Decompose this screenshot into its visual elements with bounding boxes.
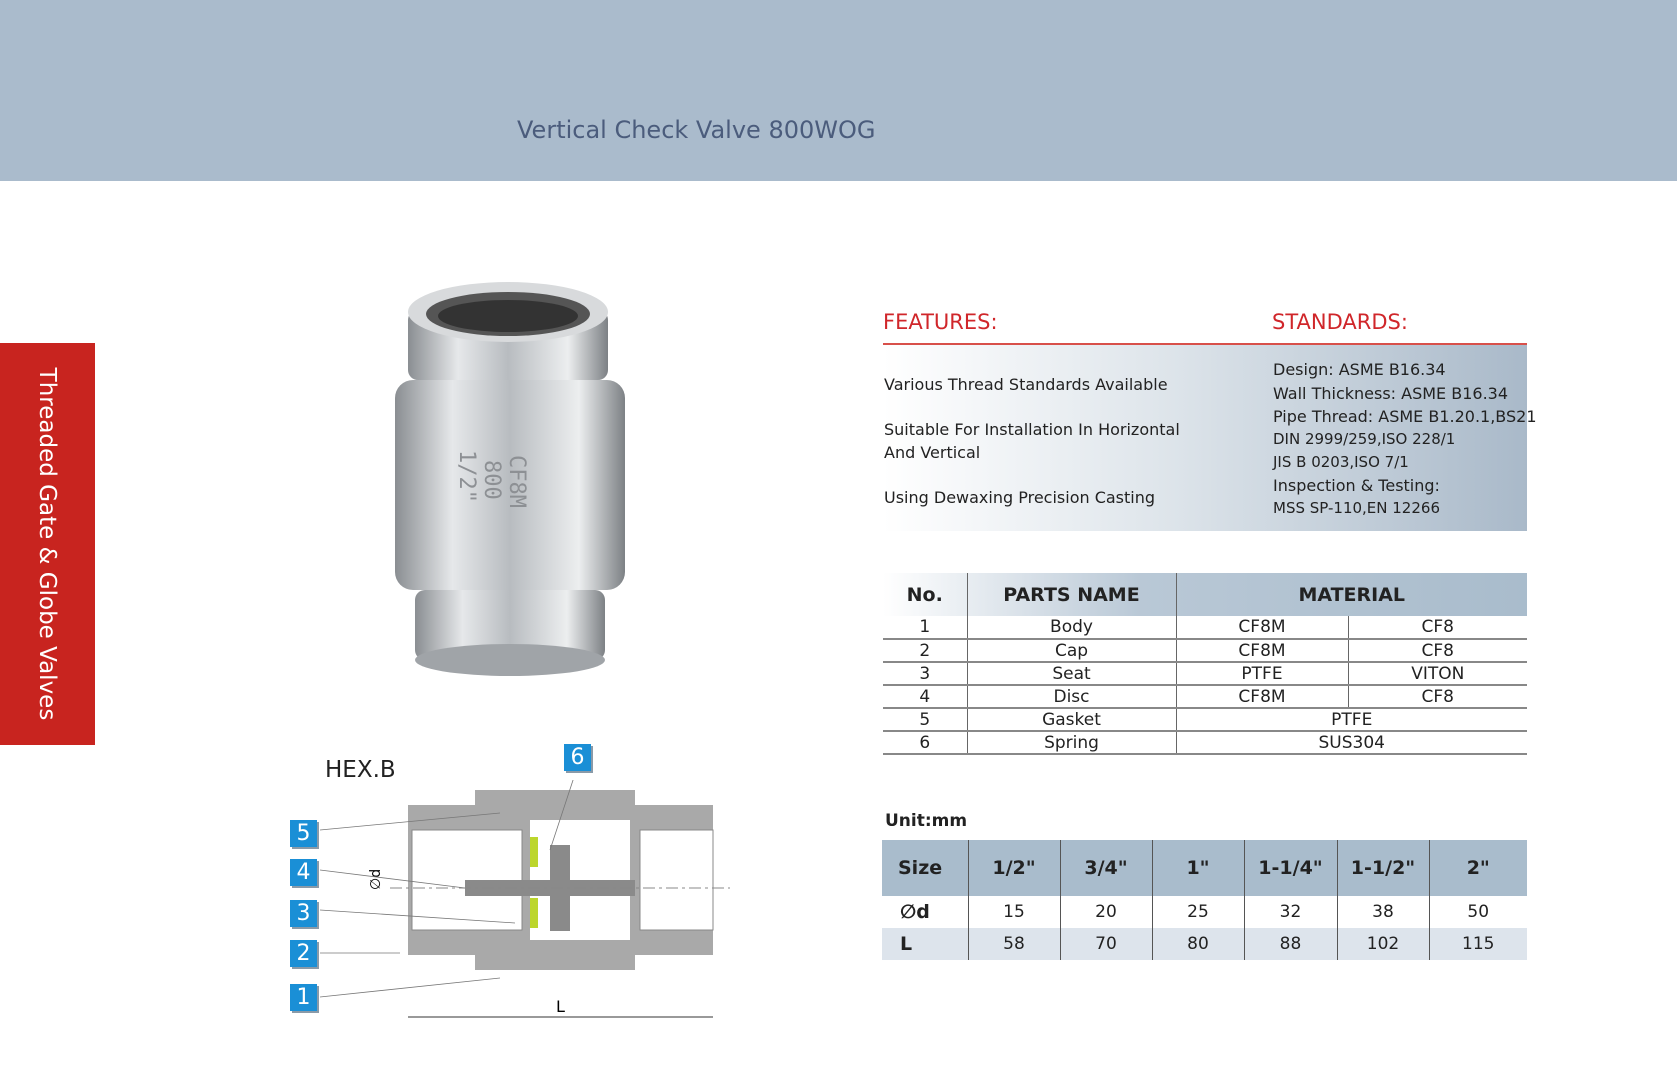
unit-label: Unit:mm (885, 811, 968, 831)
valve-product-image (390, 280, 640, 695)
category-label: Threaded Gate & Globe Valves (34, 367, 60, 721)
cell-name: Spring (967, 731, 1176, 754)
cell-material: CF8M (1176, 616, 1348, 639)
standard-line: JIS B 0203,ISO 7/1 (1273, 453, 1409, 471)
parts-table (883, 573, 1527, 755)
feature-item: Suitable For Installation In Horizontal (884, 420, 1180, 439)
feature-item: Various Thread Standards Available (884, 375, 1168, 394)
part-badge-6: 6 (564, 744, 591, 771)
cell-name: Seat (967, 662, 1176, 685)
dimensions-table (882, 840, 1527, 960)
table-row (883, 639, 1527, 662)
features-heading: FEATURES: (883, 310, 998, 334)
row-label: L (882, 928, 968, 960)
part-badge-5: 5 (290, 820, 317, 847)
cell-no: 3 (883, 662, 967, 685)
marking-material: CF8M (504, 455, 529, 508)
col-size-value: 1-1/4" (1244, 840, 1337, 896)
cell: 80 (1152, 928, 1244, 960)
marking-pressure: 800 (479, 460, 504, 500)
cell-name: Body (967, 616, 1176, 639)
row-diameter (882, 896, 1527, 928)
cell-material: CF8M (1176, 685, 1348, 708)
cell-material: PTFE (1176, 708, 1527, 731)
standard-line: DIN 2999/259,ISO 228/1 (1273, 430, 1456, 448)
cell-name: Gasket (967, 708, 1176, 731)
hex-label: HEX.B (325, 757, 396, 783)
cell: 25 (1152, 896, 1244, 928)
standards-heading: STANDARDS: (1272, 310, 1408, 334)
cell: 32 (1244, 896, 1337, 928)
cell: 102 (1337, 928, 1429, 960)
part-badge-4: 4 (290, 859, 317, 886)
cell-material: SUS304 (1176, 731, 1527, 754)
length-label: L (556, 997, 565, 1016)
cell-no: 2 (883, 639, 967, 662)
cell: 50 (1429, 896, 1527, 928)
cell-name: Disc (967, 685, 1176, 708)
col-parts-name: PARTS NAME (967, 573, 1176, 616)
cell-material: PTFE (1176, 662, 1348, 685)
cell: 115 (1429, 928, 1527, 960)
cell: 58 (968, 928, 1060, 960)
cell-no: 5 (883, 708, 967, 731)
col-size-value: 2" (1429, 840, 1527, 896)
standard-line: MSS SP-110,EN 12266 (1273, 499, 1440, 517)
cell: 20 (1060, 896, 1152, 928)
cell-material: CF8 (1348, 616, 1527, 639)
col-size-value: 1-1/2" (1337, 840, 1429, 896)
col-no: No. (906, 583, 943, 606)
col-size-value: 3/4" (1060, 840, 1152, 896)
feature-item: Using Dewaxing Precision Casting (884, 488, 1156, 507)
table-row (883, 731, 1527, 754)
marking-size: 1/2" (454, 450, 479, 503)
valve-section-diagram (300, 780, 740, 1020)
cell-name: Cap (967, 639, 1176, 662)
cell: 15 (968, 896, 1060, 928)
header-band (0, 0, 1677, 181)
part-badge-2: 2 (290, 940, 317, 967)
cell-material: CF8 (1348, 685, 1527, 708)
table-row (883, 685, 1527, 708)
standard-line: Design: ASME B16.34 (1273, 360, 1446, 379)
table-row (883, 616, 1527, 639)
standard-line: Inspection & Testing: (1273, 476, 1440, 495)
cell: 70 (1060, 928, 1152, 960)
col-material: MATERIAL (1176, 573, 1527, 616)
col-size-value: 1/2" (968, 840, 1060, 896)
row-label: ∅d (900, 901, 930, 923)
part-badge-1: 1 (290, 984, 317, 1011)
table-row (883, 662, 1527, 685)
row-length (882, 928, 1527, 960)
cell-material: CF8M (1176, 639, 1348, 662)
page-title: Vertical Check Valve 800WOG (517, 116, 876, 144)
col-size: Size (882, 840, 968, 896)
col-size-value: 1" (1152, 840, 1244, 896)
feature-item: And Vertical (884, 443, 981, 462)
cell: 38 (1337, 896, 1429, 928)
table-row (883, 708, 1527, 731)
standard-line: Pipe Thread: ASME B1.20.1,BS21 (1273, 407, 1537, 426)
cell-no: 1 (883, 616, 967, 639)
cell-material: CF8 (1348, 639, 1527, 662)
diameter-label: ∅d (368, 868, 384, 890)
part-badge-3: 3 (290, 900, 317, 927)
category-side-tab (0, 343, 95, 745)
cell-no: 4 (883, 685, 967, 708)
standard-line: Wall Thickness: ASME B16.34 (1273, 384, 1509, 403)
cell: 88 (1244, 928, 1337, 960)
cell-material: VITON (1348, 662, 1527, 685)
cell-no: 6 (883, 731, 967, 754)
